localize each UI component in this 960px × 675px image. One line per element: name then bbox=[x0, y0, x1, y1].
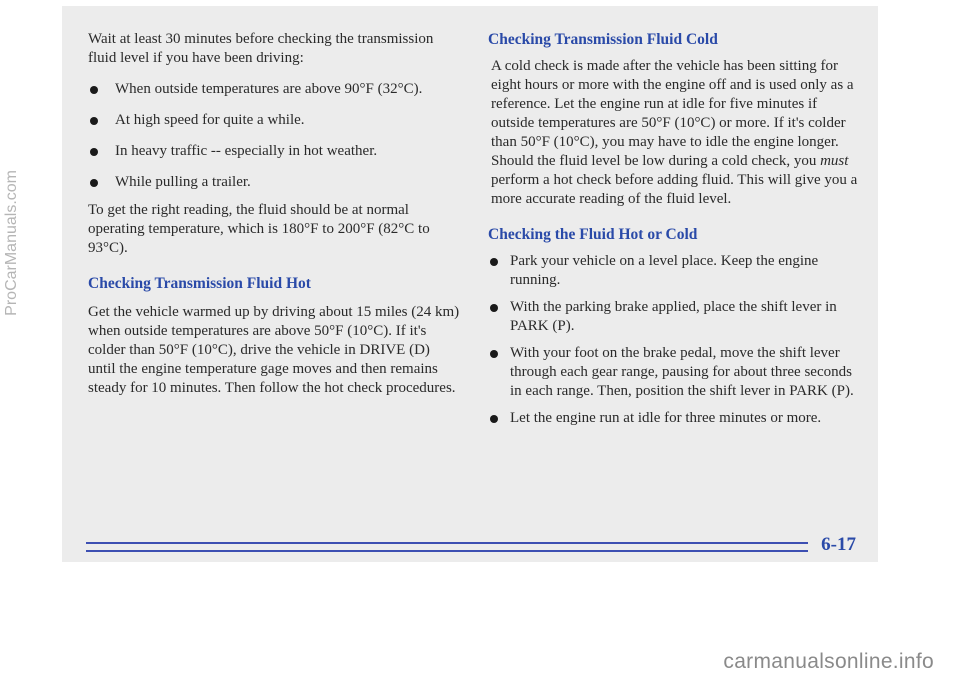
list-item: Park your vehicle on a level place. Keep the engine running. bbox=[488, 252, 858, 290]
footer-rule-top bbox=[86, 542, 808, 544]
list-item: With your foot on the brake pedal, move the shift lever through each gear range, pausing for about three seconds in each range. Then, position the shift lever in PARK (P). bbox=[488, 344, 858, 401]
reading-text: To get the right reading, the fluid should be at normal operating temperature, which is 180°F to 200°F (82°C to 93°C). bbox=[88, 202, 430, 256]
list-item: In heavy traffic -- especially in hot weather. bbox=[88, 142, 460, 161]
cold-check-text: A cold check is made after the vehicle has been sitting for eight hours or more with the engine off and is used only as a reference. Let the engine run at idle for five minutes if outside temperatures are 50°F (10°C) or more. If it's colder than 50°F (10°C), you may have to idle the engine longer. Should the fluid level be low during a cold check, you must perform a hot check before adding fluid. This will give you a more accurate reading of the fluid level. bbox=[491, 58, 858, 207]
watermark-text: ProCarManuals.com bbox=[3, 170, 20, 316]
bullet-icon bbox=[90, 117, 98, 125]
bullet-icon bbox=[90, 148, 98, 156]
list-item: With the parking brake applied, place the shift lever in PARK (P). bbox=[488, 298, 858, 336]
intro-text: Wait at least 30 minutes before checking the transmission fluid level if you have been driving: bbox=[88, 31, 434, 66]
hot-check-text: Get the vehicle warmed up by driving about 15 miles (24 km) when outside temperatures are above 50°F (10°C). If it's colder than 50°F (10°C), drive the vehicle in DRIVE (D) until the engine temperature gage moves and then remains steady for 10 minutes. Then follow the hot check procedures. bbox=[88, 304, 460, 396]
footer-rule-bottom bbox=[86, 550, 808, 552]
bullet-icon bbox=[490, 415, 498, 423]
bullet-icon bbox=[490, 350, 498, 358]
bullet-icon bbox=[90, 179, 98, 187]
list-item: While pulling a trailer. bbox=[88, 173, 460, 192]
page-number: 6-17 bbox=[821, 534, 856, 555]
cold-check-heading: Checking Transmission Fluid Cold bbox=[488, 31, 718, 48]
hot-or-cold-heading: Checking the Fluid Hot or Cold bbox=[488, 226, 698, 243]
list-item: Let the engine run at idle for three minutes or more. bbox=[488, 409, 858, 428]
hot-check-heading: Checking Transmission Fluid Hot bbox=[88, 275, 311, 292]
list-item: When outside temperatures are above 90°F (32°C). bbox=[88, 80, 460, 99]
list-item: At high speed for quite a while. bbox=[88, 111, 460, 130]
bullet-icon bbox=[490, 304, 498, 312]
driving-conditions-list bbox=[88, 80, 460, 192]
bullet-icon bbox=[490, 258, 498, 266]
bullet-icon bbox=[90, 86, 98, 94]
check-steps-list bbox=[488, 252, 858, 428]
site-mark-text: carmanualsonline.info bbox=[723, 650, 934, 673]
right-column bbox=[488, 30, 858, 428]
left-column bbox=[88, 30, 460, 398]
